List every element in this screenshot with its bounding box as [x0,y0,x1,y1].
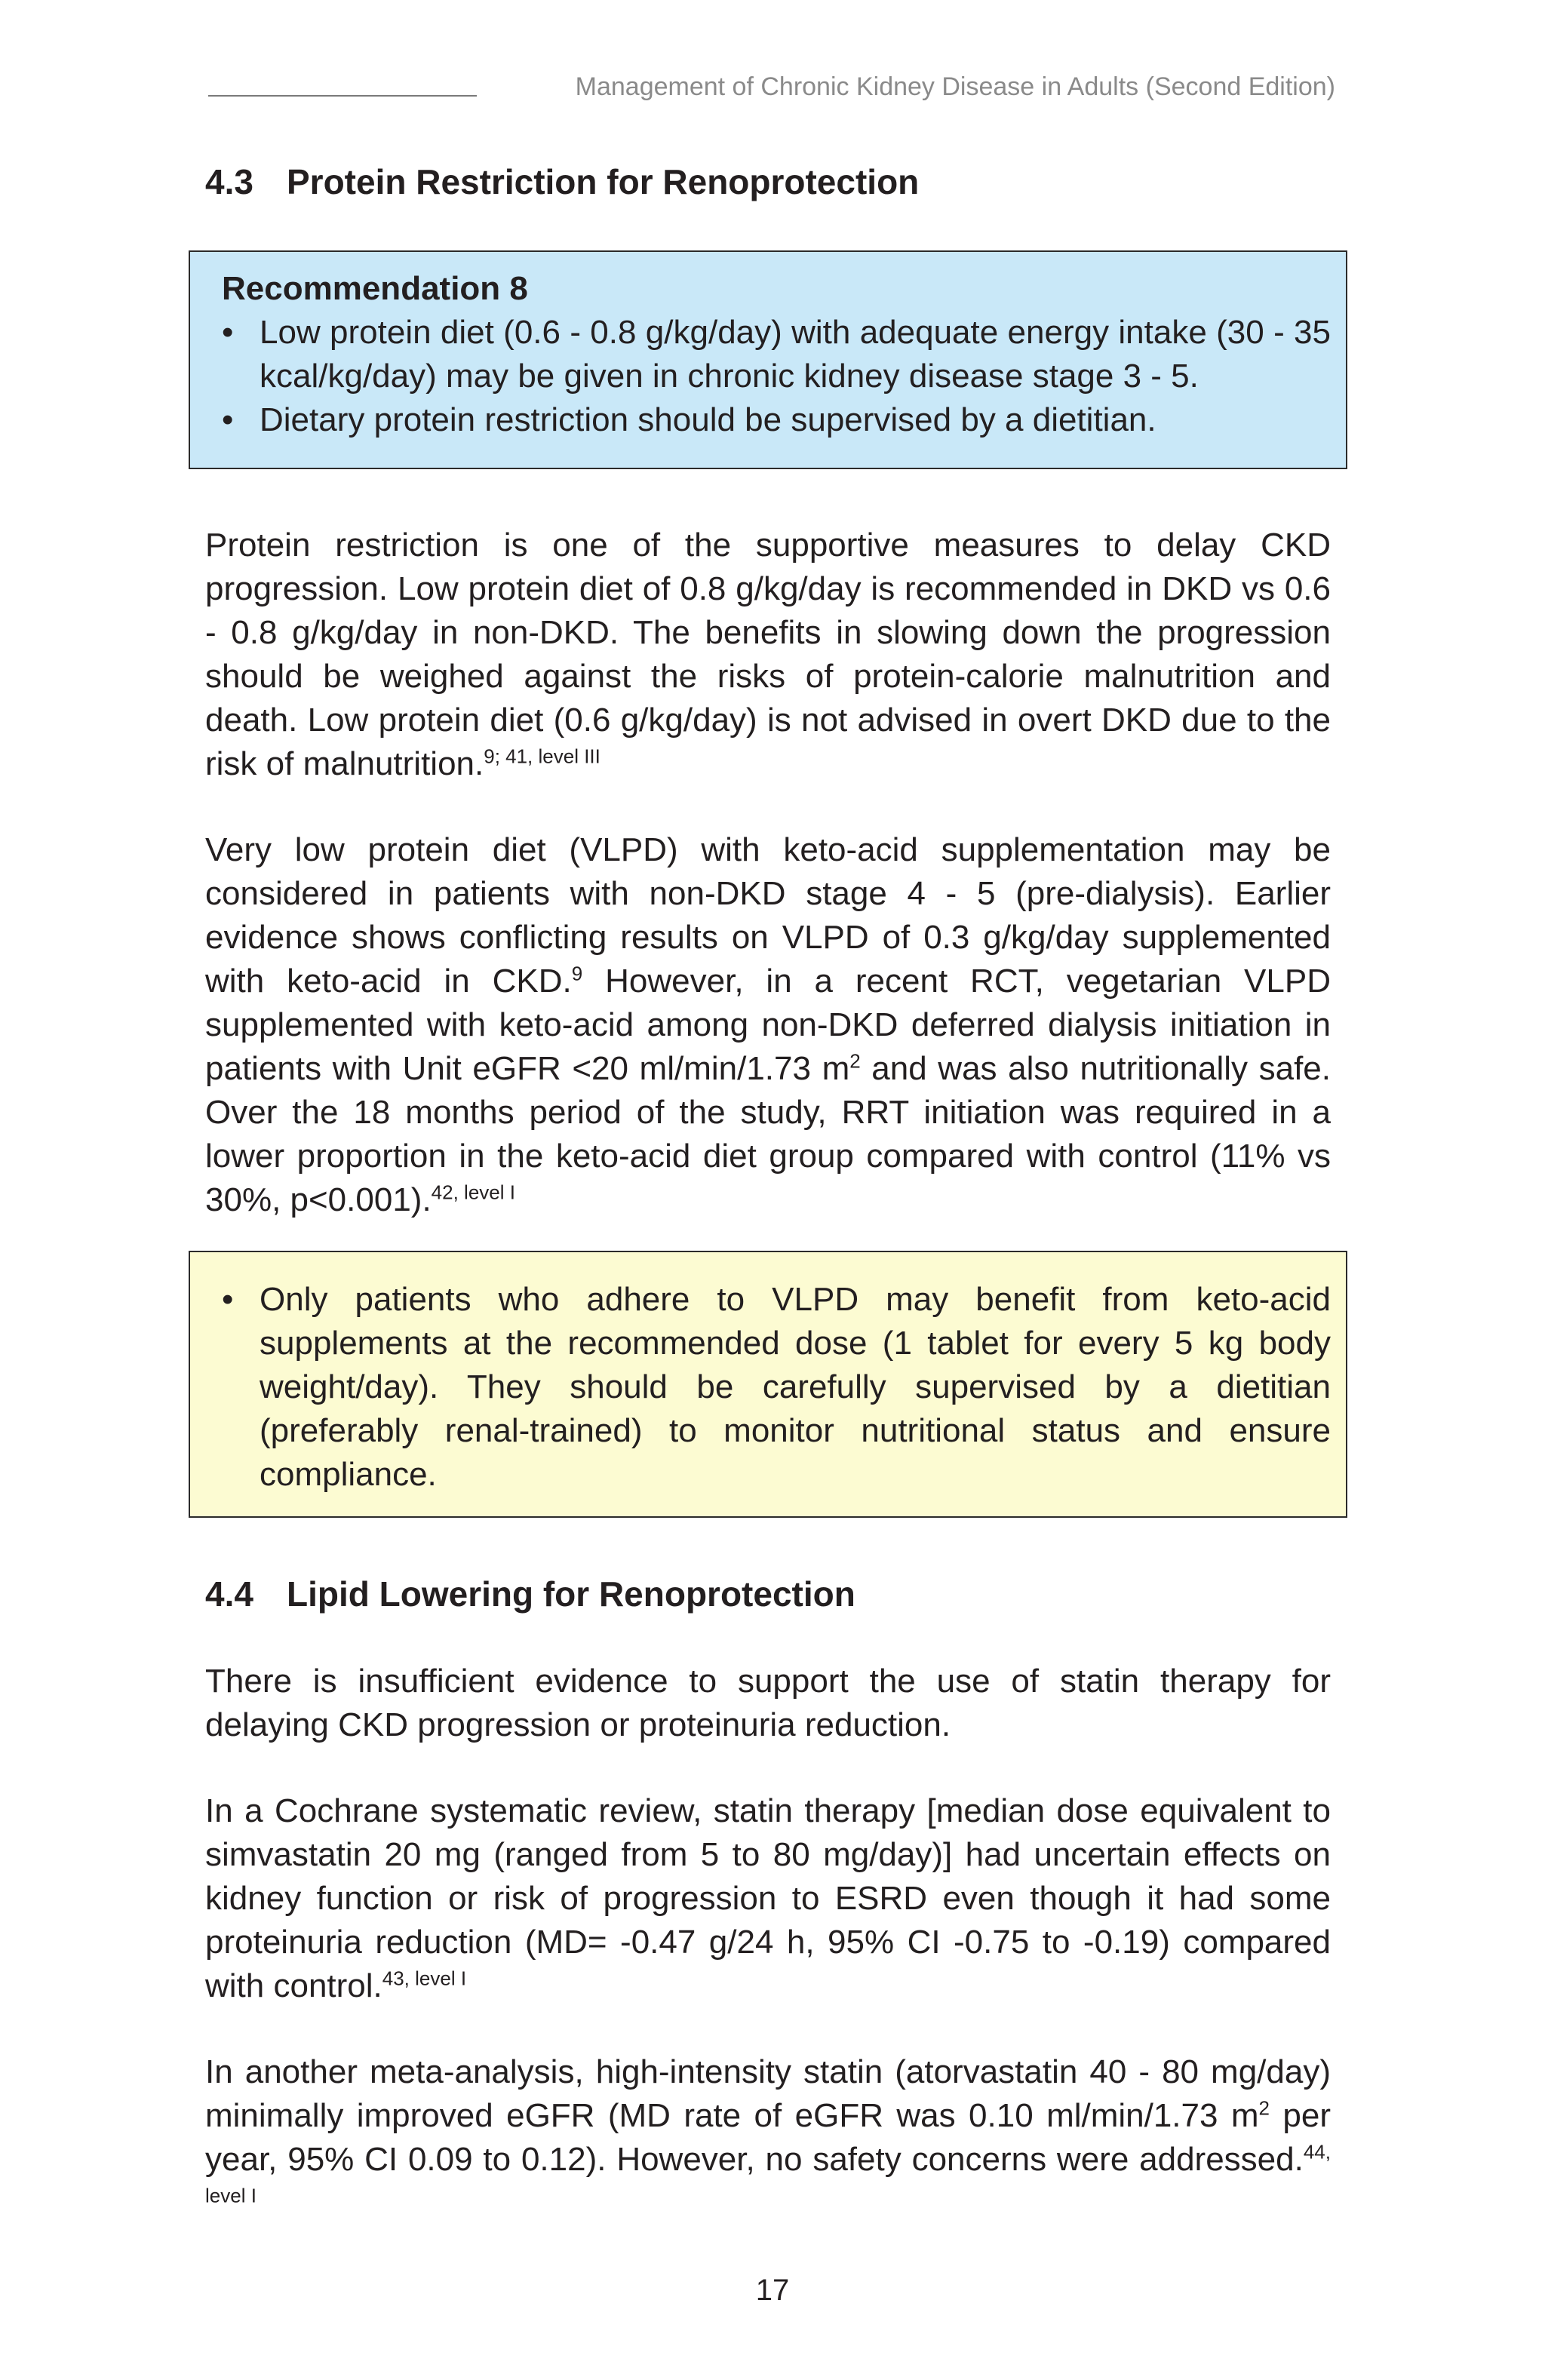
recommendation-bullet: • Low protein diet (0.6 - 0.8 g/kg/day) with adequate energy intake (30 - 35 kcal/kg/day) may be given in chronic kidney disease stage 3 - 5. [205,311,1331,398]
section-heading-4-4 [205,1574,855,1614]
paragraph-vlpd: Very low protein diet (VLPD) with keto-acid supplementation may be considered in patients with non-DKD stage 4 - 5 (pre-dialysis). Earlier evidence shows conflicting results on VLPD of 0.3 g/kg/day supplemented with keto-acid in CKD.$^9$ However, in a recent RCT, vegetarian VLPD supplemented with keto-acid among non-DKD deferred dialysis initiation in patients with Unit eGFR <20 ml/min/1.73 $m^2$ and was also nutritionally safe. Over the 18 months period of the study, RRT initiation was required in a lower proportion in the keto-acid diet group compared with control (11% vs 30%, p<0.001).$^{42, level I}$ [205,831,1332,1218]
running-header-title: Management of Chronic Kidney Disease in Adults (Second Edition) [575,72,1335,101]
note-box [189,1251,1347,1518]
recommendation-list [205,311,1331,442]
section-heading-4-3 [205,161,919,202]
bullet-icon: • [222,401,234,438]
header-rule [208,95,477,97]
recommendation-bullet: • Dietary protein restriction should be supervised by a dietitian. [205,398,1331,442]
superscript: 2 [1258,2096,1270,2120]
paragraph-meta-analysis: In another meta-analysis, high-intensity statin (atorvastatin 40 - 80 mg/day) minimally improved eGFR (MD rate of eGFR was 0.10 ml/min/1.73 $m^2$ per year, 95% CI 0.09 to 0.12). However, no safety concerns were addressed.$^{44, level I}$ [205,2053,1331,2207]
superscript: 2 [849,1049,861,1073]
citation: 44, level I [205,2140,1331,2207]
bullet-icon: • [222,314,234,351]
citation: 9; 41, level III [484,745,600,768]
citation: 43, level I [382,1967,467,1990]
citation: 9 [571,962,583,985]
paragraph-insufficient-evidence: There is insufficient evidence to support the use of statin therapy for delaying CKD progression or proteinuria reduction. [205,1663,1331,1743]
citation: 42, level I [431,1181,515,1204]
section-number: 4.3 [205,162,253,201]
paragraph-cochrane-review: In a Cochrane systematic review, statin therapy [median dose equivalent to simvastatin 20 mg (ranged from 5 to 80 mg/day)] had uncertain effects on kidney function or risk of progression to ESRD even though it had some proteinuria reduction (MD= -0.47 g/24 h, 95% CI -0.75 to -0.19) compared with control.$^{43, level I}$ [205,1792,1331,2004]
recommendation-box [189,250,1347,469]
page-number: 17 [755,2274,790,2307]
section-title: Protein Restriction for Renoprotection [287,162,920,201]
bullet-icon: • [222,1281,234,1318]
note-list [205,1278,1331,1497]
section-number: 4.4 [205,1574,253,1614]
recommendation-title: Recommendation 8 [222,270,528,307]
note-bullet: • Only patients who adhere to VLPD may benefit from keto-acid supplements at the recommended dose (1 tablet for every 5 kg body weight/day). They should be carefully supervised by a dietitian (preferably renal-trained) to monitor nutritional status and ensure compliance. [205,1278,1331,1497]
paragraph-protein-restriction: Protein restriction is one of the supportive measures to delay CKD progression. Low protein diet of 0.8 g/kg/day is recommended in DKD vs 0.6 - 0.8 g/kg/day in non-DKD. The benefits in slowing down the progression should be weighed against the risks of protein-calorie malnutrition and death. Low protein diet (0.6 g/kg/day) is not advised in overt DKD due to the risk of malnutrition.$^{9; 41, level III}$ [205,527,1331,782]
section-title: Lipid Lowering for Renoprotection [287,1574,855,1614]
